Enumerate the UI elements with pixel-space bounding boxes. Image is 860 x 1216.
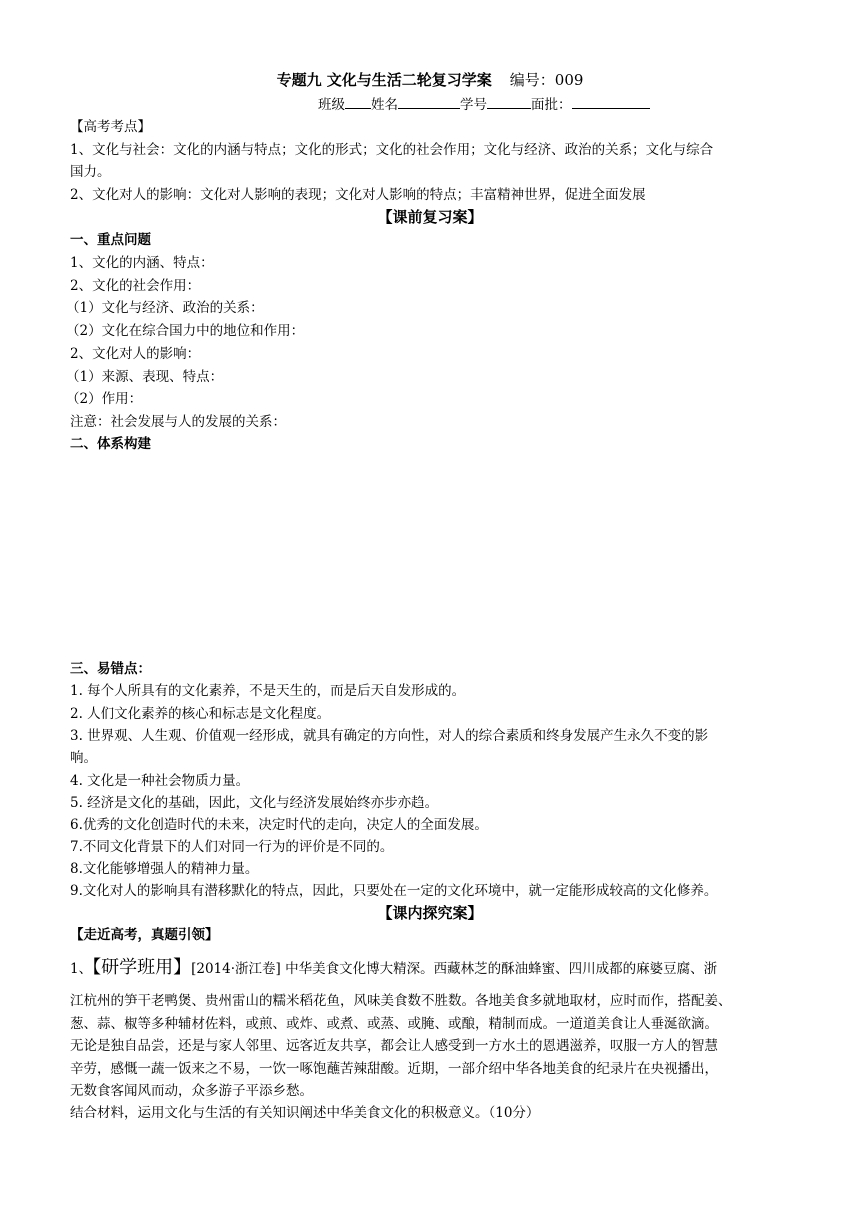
question-tag: 【研学班用】 <box>92 957 192 978</box>
section-key-questions: 一、重点问题 <box>70 232 151 248</box>
class-blank[interactable] <box>345 94 371 109</box>
title-text: 专题九 文化与生活二轮复习学案 <box>276 71 492 89</box>
question-1-first-line <box>70 956 717 981</box>
section-common-errors: 三、易错点： <box>70 661 151 677</box>
key-question-item: （1）来源、表现、特点： <box>66 369 224 385</box>
exam-point-1: 1、文化与社会：文化的内涵与特点；文化的形式；文化的社会作用；文化与经济、政治的关系；文化与综合 <box>70 142 714 158</box>
exam-point-2: 2、文化对人的影响：文化对人影响的表现；文化对人影响的特点；丰富精神世界，促进全面发展 <box>70 187 646 203</box>
student-id-label: 学号 <box>460 97 487 113</box>
error-item: 2. 人们文化素养的核心和标志是文化程度。 <box>70 706 331 722</box>
key-question-item: 2、文化对人的影响： <box>70 346 201 362</box>
student-info-line <box>318 94 650 115</box>
key-question-item: （2）文化在综合国力中的地位和作用： <box>66 323 305 339</box>
error-item: 7.不同文化背景下的人们对同一行为的评价是不同的。 <box>70 839 394 855</box>
page-title <box>0 70 860 90</box>
question-text-line: 葱、蒜、椒等多种辅材佐料，或煎、或炸、或煮、或蒸、或腌、或酿，精制而成。一道道美食让人垂涎欲滴。 <box>70 1016 718 1032</box>
exam-points-heading: 【高考考点】 <box>70 119 151 135</box>
question-text: [2014·浙江卷] 中华美食文化博大精深。西藏林芝的酥油蜂蜜、四川成都的麻婆豆腐、浙 <box>191 961 718 977</box>
error-item: 4. 文化是一种社会物质力量。 <box>70 773 250 789</box>
in-class-heading: 【课内探究案】 <box>377 904 483 922</box>
key-question-item: （2）作用： <box>66 391 143 407</box>
key-question-note: 注意：社会发展与人的发展的关系： <box>70 414 286 430</box>
question-text-line: 无数食客闻风而动，众多游子平添乡愁。 <box>70 1083 313 1099</box>
question-task: 结合材料，运用文化与生活的有关知识阐述中华美食文化的积极意义。（10分） <box>70 1105 540 1121</box>
question-number: 1、 <box>70 961 93 977</box>
question-text-line: 辛劳，感慨一蔬一饭来之不易，一饮一啄饱蘸苦辣甜酸。近期，一部介绍中华各地美食的纪录片在央视播出， <box>70 1061 718 1077</box>
section-system-construction: 二、体系构建 <box>70 436 151 452</box>
question-text-line: 无论是独自品尝，还是与家人邻里、远客近友共享，都会让人感受到一方水土的恩遇滋养，叹服一方人的智慧 <box>70 1038 718 1054</box>
error-item-cont: 响。 <box>70 750 97 766</box>
error-item: 1. 每个人所具有的文化素养，不是天生的，而是后天自发形成的。 <box>70 683 466 699</box>
error-item: 8.文化能够增强人的精神力量。 <box>70 861 259 877</box>
document-code: 编号：009 <box>509 71 584 89</box>
key-question-item: 2、文化的社会作用： <box>70 278 201 294</box>
review-label: 面批： <box>531 97 572 113</box>
exam-point-1-cont: 国力。 <box>70 164 111 180</box>
error-item: 5. 经济是文化的基础，因此，文化与经济发展始终亦步亦趋。 <box>70 795 439 811</box>
error-item: 3. 世界观、人生观、价值观一经形成，就具有确定的方向性，对人的综合素质和终身发展产生永久不变的影 <box>70 728 709 744</box>
review-blank[interactable] <box>572 94 650 109</box>
error-item: 9.文化对人的影响具有潜移默化的特点，因此，只要处在一定的文化环境中，就一定能形成较高的文化修养。 <box>70 883 718 899</box>
name-label: 姓名 <box>371 97 398 113</box>
key-question-item: 1、文化的内涵、特点： <box>70 255 214 271</box>
name-blank[interactable] <box>398 94 460 109</box>
key-question-item: （1）文化与经济、政治的关系： <box>66 300 264 316</box>
student-id-blank[interactable] <box>487 94 531 109</box>
pre-review-heading: 【课前复习案】 <box>377 208 483 226</box>
question-text-line: 江杭州的笋干老鸭煲、贵州雷山的糯米稻花鱼，风味美食数不胜数。各地美食多就地取材，应时而作，搭配姜、 <box>70 993 732 1009</box>
in-class-subheading: 【走近高考，真题引领】 <box>70 927 219 943</box>
error-item: 6.优秀的文化创造时代的未来，决定时代的走向，决定人的全面发展。 <box>70 817 488 833</box>
class-label: 班级 <box>318 97 345 113</box>
